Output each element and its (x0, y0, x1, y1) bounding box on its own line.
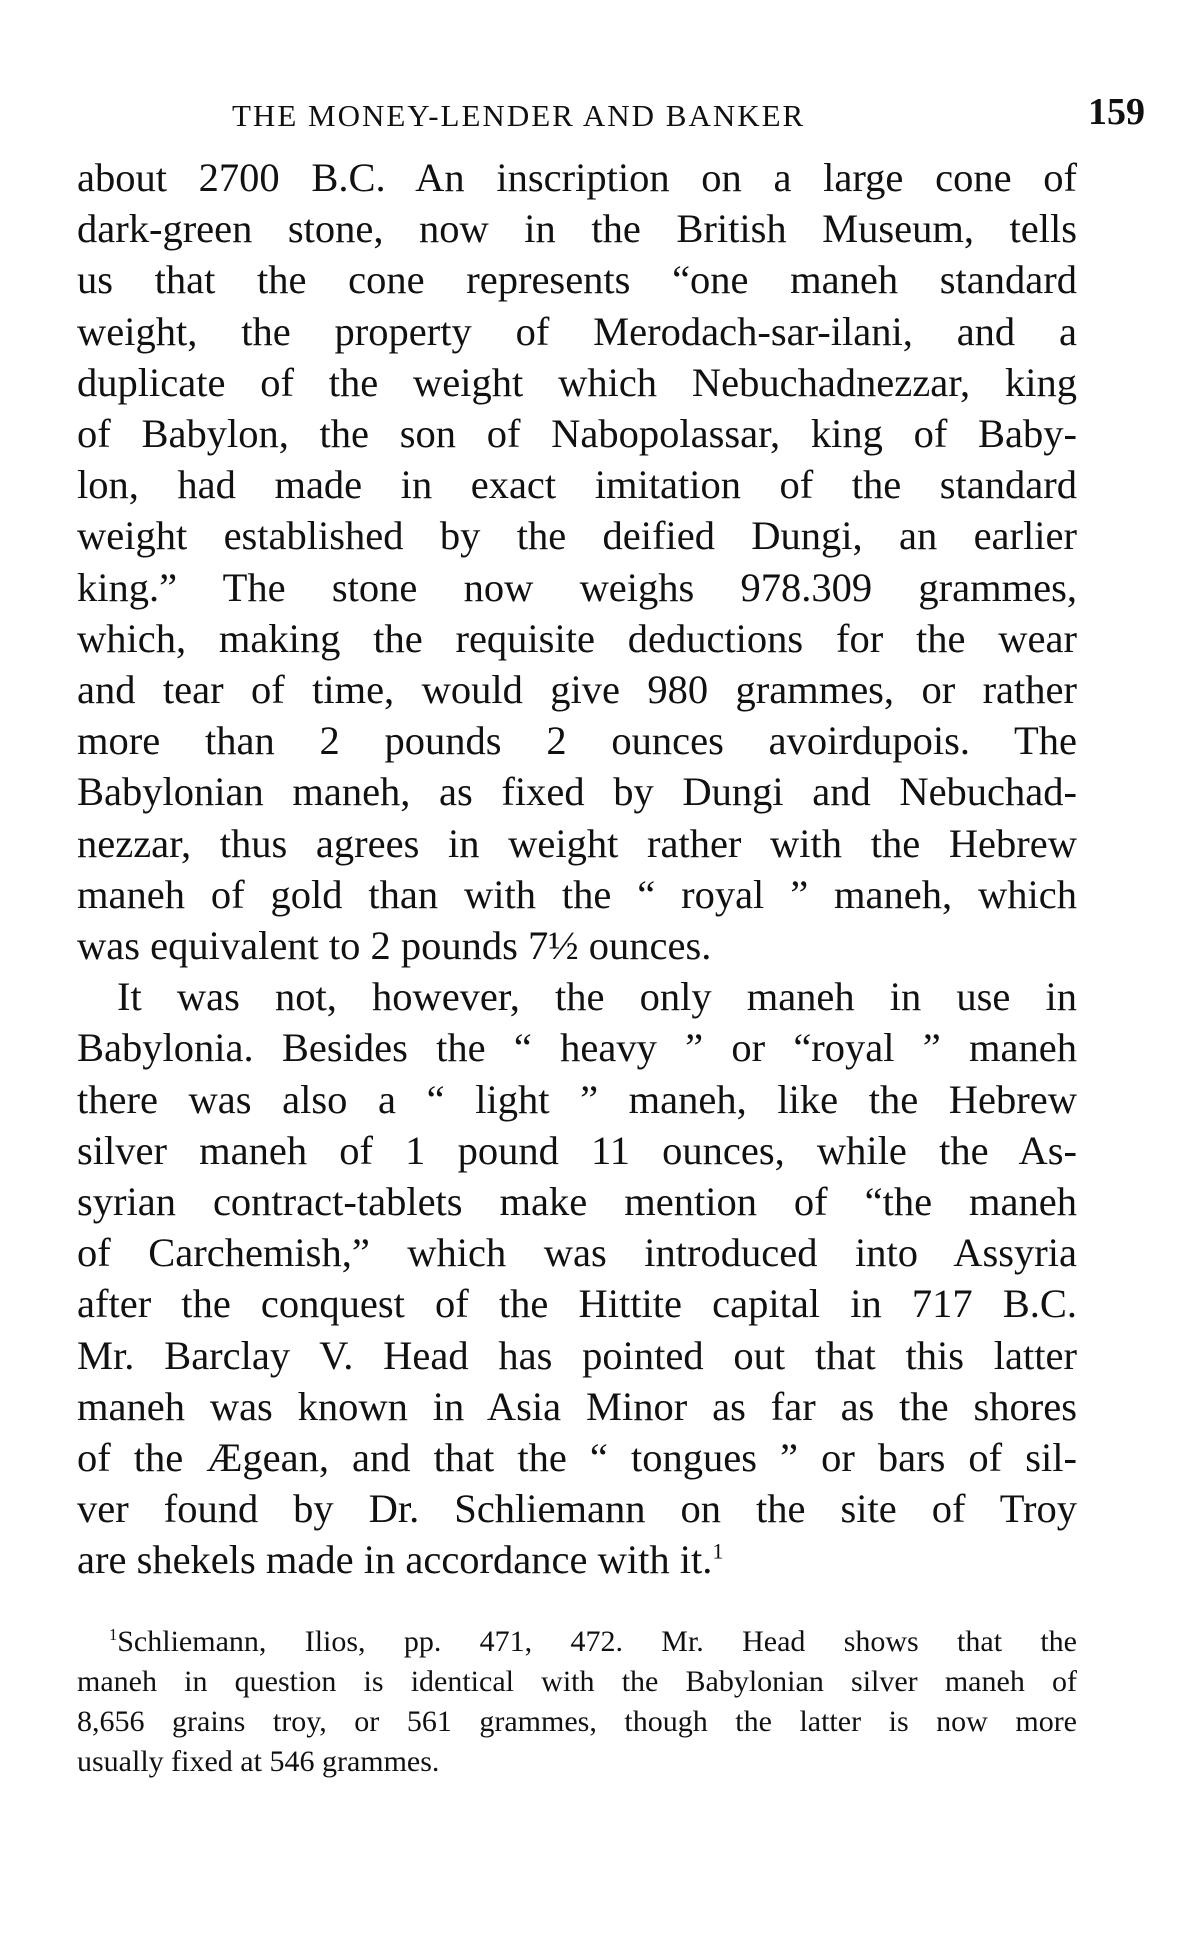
footnote-text: Schliemann, Ilios, pp. 471, 472. Mr. Head shows that the (117, 1624, 1077, 1658)
text-line: us that the cone represents “one maneh standard (77, 257, 1077, 303)
running-head (77, 90, 1145, 152)
text-line: of Carchemish,” which was introduced into Assyria (77, 1230, 1077, 1276)
text-line: duplicate of the weight which Nebuchadnezzar, king (77, 359, 1077, 405)
text-line: Babylonia. Besides the “ heavy ” or “royal ” maneh (77, 1025, 1077, 1071)
text-line: king.” The stone now weighs 978.309 grammes, (77, 564, 1077, 610)
footnote-line: 8,656 grains troy, or 561 grammes, though the latter is now more (77, 1704, 1077, 1738)
text-line: silver maneh of 1 pound 11 ounces, while the As- (77, 1127, 1077, 1173)
text-line-with-footnote-ref (77, 1534, 1077, 1585)
text-line: which, making the requisite deductions for the wear (77, 615, 1077, 661)
text-line: more than 2 pounds 2 ounces avoirdupois. The (77, 718, 1077, 764)
text-line: weight, the property of Merodach-sar-ilani, and a (77, 308, 1077, 354)
text-line: dark-green stone, now in the British Museum, tells (77, 206, 1077, 252)
text-line: It was not, however, the only maneh in use in (117, 974, 1077, 1020)
text-line: there was also a “ light ” maneh, like the Hebrew (77, 1076, 1077, 1122)
text-line: about 2700 B.C. An inscription on a large cone of (77, 155, 1077, 200)
footnote-line: maneh in question is identical with the Babylonian silver maneh of (77, 1664, 1077, 1698)
footnote-gap (77, 1586, 1077, 1622)
text-line: of Babylon, the son of Nabopolassar, king of Baby- (77, 411, 1077, 457)
footnote (77, 1622, 1077, 1782)
footnote-line: usually fixed at 546 grammes. (77, 1744, 440, 1778)
text-line: are shekels made in accordance with it. (77, 1537, 713, 1583)
footnote-marker: 1 (109, 1624, 118, 1644)
book-page (77, 90, 1145, 1782)
text-line: weight established by the deified Dungi, an earlier (77, 513, 1077, 559)
footnote-line (77, 1622, 1077, 1662)
text-line: Babylonian maneh, as fixed by Dungi and Nebuchad- (77, 769, 1077, 815)
paragraph-2 (77, 971, 1077, 1585)
text-line: Mr. Barclay V. Head has pointed out that this latter (77, 1332, 1077, 1378)
text-line: of the Ægean, and that the “ tongues ” or bars of sil- (77, 1435, 1077, 1481)
running-title: THE MONEY-LENDER AND BANKER (232, 98, 806, 133)
text-line: was equivalent to 2 pounds 7½ ounces. (77, 923, 712, 969)
text-line: syrian contract-tablets make mention of “the maneh (77, 1179, 1077, 1225)
text-line: ver found by Dr. Schliemann on the site of Troy (77, 1486, 1077, 1532)
text-line: lon, had made in exact imitation of the standard (77, 462, 1077, 508)
text-line: after the conquest of the Hittite capital in 717 B.C. (77, 1281, 1077, 1327)
text-line: and tear of time, would give 980 grammes, or rather (77, 667, 1077, 713)
paragraph-1 (77, 152, 1077, 971)
text-line: maneh of gold than with the “ royal ” maneh, which (77, 871, 1077, 917)
text-line: maneh was known in Asia Minor as far as the shores (77, 1383, 1077, 1429)
page-number: 159 (1088, 91, 1145, 133)
text-line: nezzar, thus agrees in weight rather with the Hebrew (77, 820, 1077, 866)
footnote-reference[interactable]: 1 (712, 1538, 724, 1564)
